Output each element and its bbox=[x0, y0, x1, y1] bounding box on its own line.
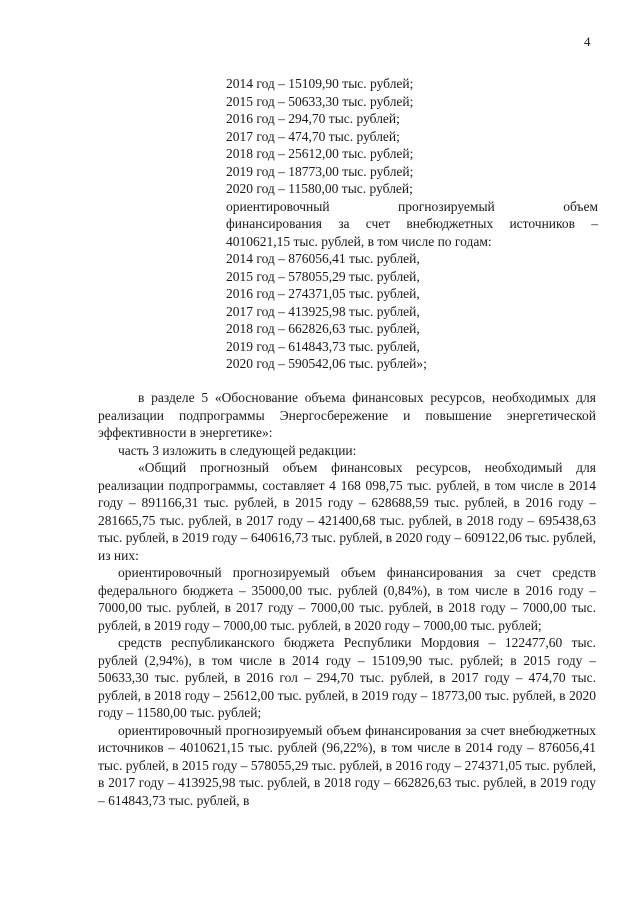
federal-funding-paragraph: ориентировочный прогнозируемый объем финансирования за счет средств федерального бюджета – 35000,00 тыс. рублей (0,84%), в том числе в 2016 году – 7000,00 тыс. рублей, в 2017 году – 7000,00 тыс. рублей, в 2018 году – 7000,00 тыс. рублей, в 2019 году – 7000,00 тыс. рублей, в 2020 году – 7000,00 тыс. рублей; bbox=[98, 565, 596, 633]
republic-funding-paragraph: средств республиканского бюджета Республики Мордовия – 122477,60 тыс. рублей (2,94%), в том числе в 2014 году – 15109,90 тыс. рублей; в 2015 году – 50633,30 тыс. рублей, в 2016 гол – 294,70 тыс. рублей, в 2017 году – 474,70 тыс. рублей, в 2018 году – 25612,00 тыс. рублей, в 2019 году – 18773,00 тыс. рублей, в 2020 году – 11580,00 тыс. рублей; bbox=[98, 635, 596, 720]
list-item: 2017 год – 413925,98 тыс. рублей, bbox=[226, 303, 420, 319]
part3-instruction: часть 3 изложить в следующей редакции: bbox=[118, 442, 357, 458]
list-item: 2018 год – 662826,63 тыс. рублей, bbox=[226, 321, 420, 336]
list-item: 2014 год – 15109,90 тыс. рублей; bbox=[226, 76, 414, 91]
list-item: 2014 год – 876056,41 тыс. рублей, bbox=[226, 251, 420, 266]
list-item: 2016 год – 274371,05 тыс. рублей, bbox=[226, 286, 420, 301]
list-item: 2020 год – 590542,06 тыс. рублей»; bbox=[226, 356, 427, 371]
list-item: 2017 год – 474,70 тыс. рублей; bbox=[226, 128, 400, 144]
list-item: 2015 год – 50633,30 тыс. рублей; bbox=[226, 93, 414, 109]
list-item: 2019 год – 18773,00 тыс. рублей; bbox=[226, 163, 414, 179]
list-item: 2016 год – 294,70 тыс. рублей; bbox=[226, 111, 400, 126]
list-item: 2015 год – 578055,29 тыс. рублей, bbox=[226, 268, 420, 284]
offbudget-funding-paragraph: ориентировочный прогнозируемый объем финансирования за счет внебюджетных источников – 4010621,15 тыс. рублей (96,22%), в том числе в 2014 году – 876056,41 тыс. рублей, в 2015 году – 578055,29 тыс. рублей, в 2016 году – 274371,05 тыс. рублей, в 2017 году – 413925,98 тыс. рублей, в 2018 году – 662826,63 тыс. рублей, в 2019 году – 614843,73 тыс. рублей, в bbox=[98, 722, 597, 808]
offbudget-intro-line: 4010621,15 тыс. рублей, в том числе по годам: bbox=[226, 233, 492, 249]
list-item: 2019 год – 614843,73 тыс. рублей, bbox=[226, 338, 420, 354]
list-item: 2020 год – 11580,00 тыс. рублей; bbox=[226, 181, 413, 196]
total-funding-paragraph: «Общий прогнозный объем финансовых ресурсов, необходимый для реализации подпрограммы, составляет 4 168 098,75 тыс. рублей, в том числе в 2014 году – 891166,31 тыс. рублей, в 2015 году – 628688,59 тыс. рублей, в 2016 году – 281665,75 тыс. рублей, в 2017 году – 421400,68 тыс. рублей, в 2018 году – 695438,63 тыс. рублей, в 2019 году – 640616,73 тыс. рублей, в 2020 году – 609122,06 тыс. рублей, из них: bbox=[98, 460, 597, 563]
offbudget-intro-line: финансирования за счет внебюджетных источников – bbox=[226, 216, 598, 231]
list-item: 2018 год – 25612,00 тыс. рублей; bbox=[226, 146, 414, 161]
section5-heading: в разделе 5 «Обоснование объема финансовых ресурсов, необходимых для реализации подпрограммы Энергосбережение и повышение энергетической эффективности в энергетике»: bbox=[98, 390, 596, 440]
page-number: 4 bbox=[584, 34, 591, 49]
document-body bbox=[98, 389, 596, 809]
offbudget-intro-line: ориентировочный прогнозируемый объем bbox=[226, 198, 598, 214]
funding-column bbox=[226, 75, 598, 373]
